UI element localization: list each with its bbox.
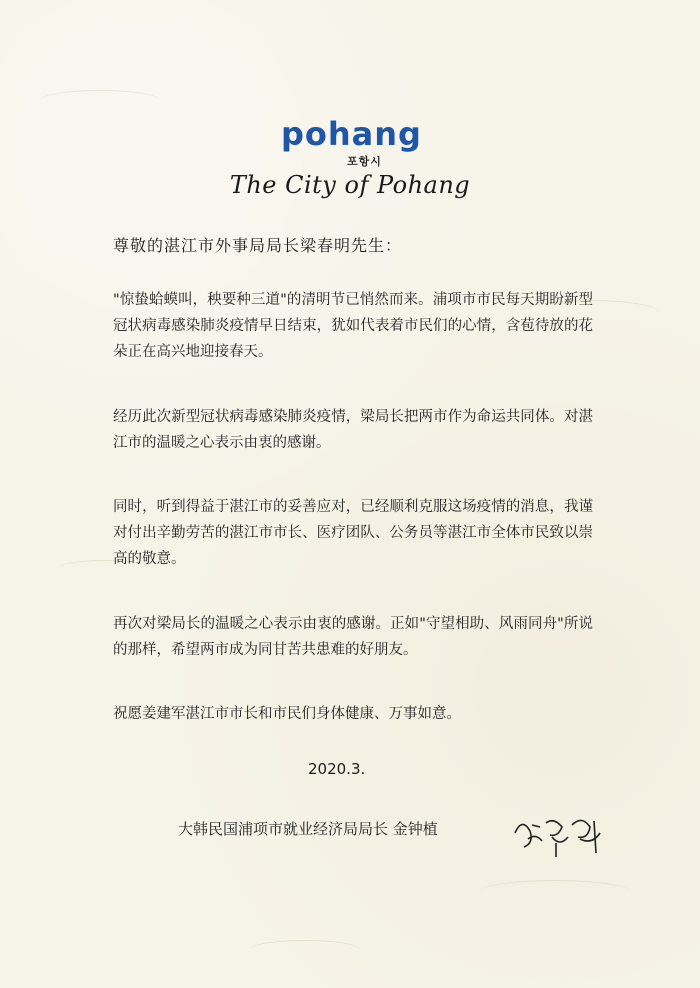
paper-fiber: [250, 940, 360, 959]
body-paragraph-4: 再次对梁局长的温暖之心表示由衷的感谢。正如"守望相助、风雨同舟"所说的那样，希望两市成为同甘苦共患难的好朋友。: [113, 616, 593, 658]
handwritten-signature: [510, 803, 610, 863]
signatory-line: 大韩民国浦项市就业经济局局长 金钟植: [178, 820, 438, 838]
paper-fiber: [40, 90, 160, 111]
letter-date: 2020.3.: [308, 760, 366, 778]
pohang-logo: [281, 116, 421, 168]
body-paragraph-2: 经历此次新型冠状病毒感染肺炎疫情，梁局长把两市作为命运共同体。对湛江市的温暖之心表示由衷的感谢。: [113, 409, 593, 451]
salutation: 尊敬的湛江市外事局局长梁春明先生：: [113, 236, 403, 255]
body-paragraph-5: 祝愿姜建军湛江市市长和市民们身体健康、万事如意。: [113, 706, 461, 722]
body-paragraph-1: "惊蛰蛤蟆叫，秧要种三道"的清明节已悄然而来。浦项市市民每天期盼新型冠状病毒感染肺炎疫情早日结束，犹如代表着市民们的心情，含苞待放的花朵正在高兴地迎接春天。: [113, 292, 593, 360]
letterhead-title: The City of Pohang: [229, 171, 471, 199]
body-paragraph-3: 同时，听到得益于湛江市的妥善应对，已经顺利克服这场疫情的消息，我谨对付出辛勤劳苦的湛江市市长、医疗团队、公务员等湛江市全体市民致以崇高的敬意。: [113, 499, 593, 567]
logo-wordmark: pohang: [281, 115, 422, 153]
logo-subtitle: 포항시: [347, 155, 382, 168]
paper-fiber: [480, 880, 630, 903]
